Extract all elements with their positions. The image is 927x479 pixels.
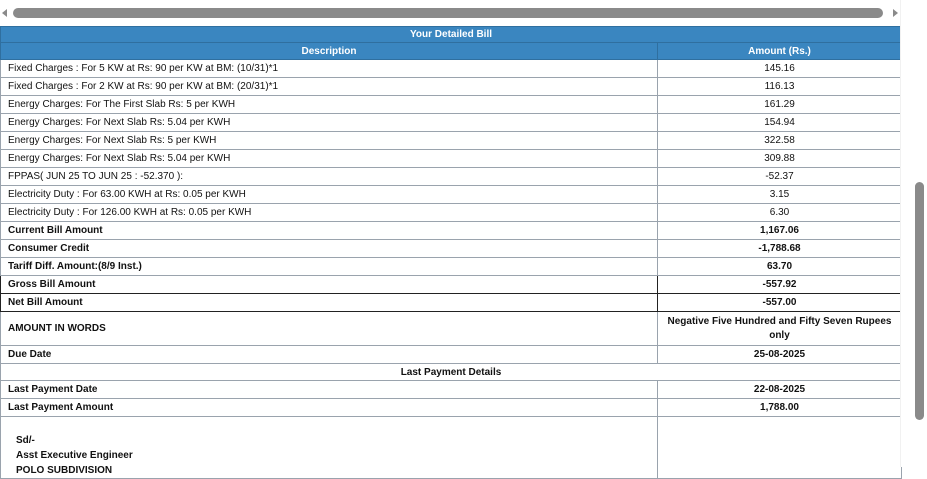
gross-bill-label: Gross Bill Amount	[1, 276, 658, 294]
signature-office: POLO SUBDIVISION	[16, 465, 113, 476]
last-payment-section-row	[1, 364, 902, 381]
charge-description: Energy Charges: For Next Slab Rs: 5.04 per KWH	[1, 114, 658, 132]
charge-description: Fixed Charges : For 2 KW at Rs: 90 per KW at BM: (20/31)*1	[1, 78, 658, 96]
charge-description: Fixed Charges : For 5 KW at Rs: 90 per KW at BM: (10/31)*1	[1, 60, 658, 78]
detailed-bill-table	[0, 26, 902, 479]
charge-row	[1, 168, 902, 186]
amount-in-words-label: AMOUNT IN WORDS	[1, 312, 658, 346]
net-bill-row	[1, 294, 902, 312]
consumer-credit-row	[1, 240, 902, 258]
current-bill-label: Current Bill Amount	[1, 222, 658, 240]
last-payment-date-row	[1, 381, 902, 399]
charge-amount: 309.88	[658, 150, 902, 168]
charge-row	[1, 132, 902, 150]
last-payment-amount-row	[1, 399, 902, 417]
bill-title: Your Detailed Bill	[1, 27, 902, 43]
charge-amount: -52.37	[658, 168, 902, 186]
last-payment-amount-label: Last Payment Amount	[1, 399, 658, 417]
description-column-header: Description	[1, 43, 658, 60]
signature-designation: Asst Executive Engineer	[16, 450, 133, 461]
charge-row	[1, 186, 902, 204]
horizontal-scroll-thumb[interactable]	[13, 8, 883, 18]
last-payment-date-value: 22-08-2025	[658, 381, 902, 399]
horizontal-scrollbar[interactable]	[0, 5, 900, 21]
net-bill-label: Net Bill Amount	[1, 294, 658, 312]
due-date-value: 25-08-2025	[658, 346, 902, 364]
scroll-right-arrow-icon[interactable]	[893, 9, 898, 17]
signature-block	[1, 417, 658, 479]
charge-description: Energy Charges: For The First Slab Rs: 5 per KWH	[1, 96, 658, 114]
amount-column-header: Amount (Rs.)	[658, 43, 902, 60]
vertical-scroll-thumb[interactable]	[915, 182, 924, 420]
table-header-row	[1, 43, 902, 60]
last-payment-amount-value: 1,788.00	[658, 399, 902, 417]
tariff-diff-row	[1, 258, 902, 276]
charge-amount: 154.94	[658, 114, 902, 132]
tariff-diff-amount: 63.70	[658, 258, 902, 276]
current-bill-row	[1, 222, 902, 240]
charge-description: Electricity Duty : For 126.00 KWH at Rs: 0.05 per KWH	[1, 204, 658, 222]
amount-in-words-row	[1, 312, 902, 346]
charge-amount: 6.30	[658, 204, 902, 222]
charge-description: Energy Charges: For Next Slab Rs: 5 per KWH	[1, 132, 658, 150]
tariff-diff-label: Tariff Diff. Amount:(8/9 Inst.)	[1, 258, 658, 276]
due-date-row	[1, 346, 902, 364]
charge-row	[1, 204, 902, 222]
net-bill-amount: -557.00	[658, 294, 902, 312]
bill-title-row	[1, 27, 902, 43]
consumer-credit-label: Consumer Credit	[1, 240, 658, 258]
gross-bill-row	[1, 276, 902, 294]
amount-in-words-value: Negative Five Hundred and Fifty Seven Rupees only	[658, 312, 902, 346]
signature-sd: Sd/-	[16, 435, 35, 446]
last-payment-section-heading: Last Payment Details	[1, 364, 902, 381]
scroll-left-arrow-icon[interactable]	[2, 9, 7, 17]
current-bill-amount: 1,167.06	[658, 222, 902, 240]
charge-amount: 322.58	[658, 132, 902, 150]
charge-amount: 116.13	[658, 78, 902, 96]
charge-row	[1, 78, 902, 96]
charge-description: Electricity Duty : For 63.00 KWH at Rs: 0.05 per KWH	[1, 186, 658, 204]
charge-row	[1, 150, 902, 168]
charge-description: FPPAS( JUN 25 TO JUN 25 : -52.370 ):	[1, 168, 658, 186]
charge-amount: 161.29	[658, 96, 902, 114]
charge-amount: 145.16	[658, 60, 902, 78]
signature-row	[1, 417, 902, 479]
gross-bill-amount: -557.92	[658, 276, 902, 294]
signature-empty-cell	[658, 417, 902, 479]
charge-amount: 3.15	[658, 186, 902, 204]
charge-description: Energy Charges: For Next Slab Rs: 5.04 per KWH	[1, 150, 658, 168]
charge-row	[1, 96, 902, 114]
last-payment-date-label: Last Payment Date	[1, 381, 658, 399]
consumer-credit-amount: -1,788.68	[658, 240, 902, 258]
charge-row	[1, 114, 902, 132]
due-date-label: Due Date	[1, 346, 658, 364]
charge-row	[1, 60, 902, 78]
vertical-scrollbar[interactable]	[900, 0, 927, 467]
